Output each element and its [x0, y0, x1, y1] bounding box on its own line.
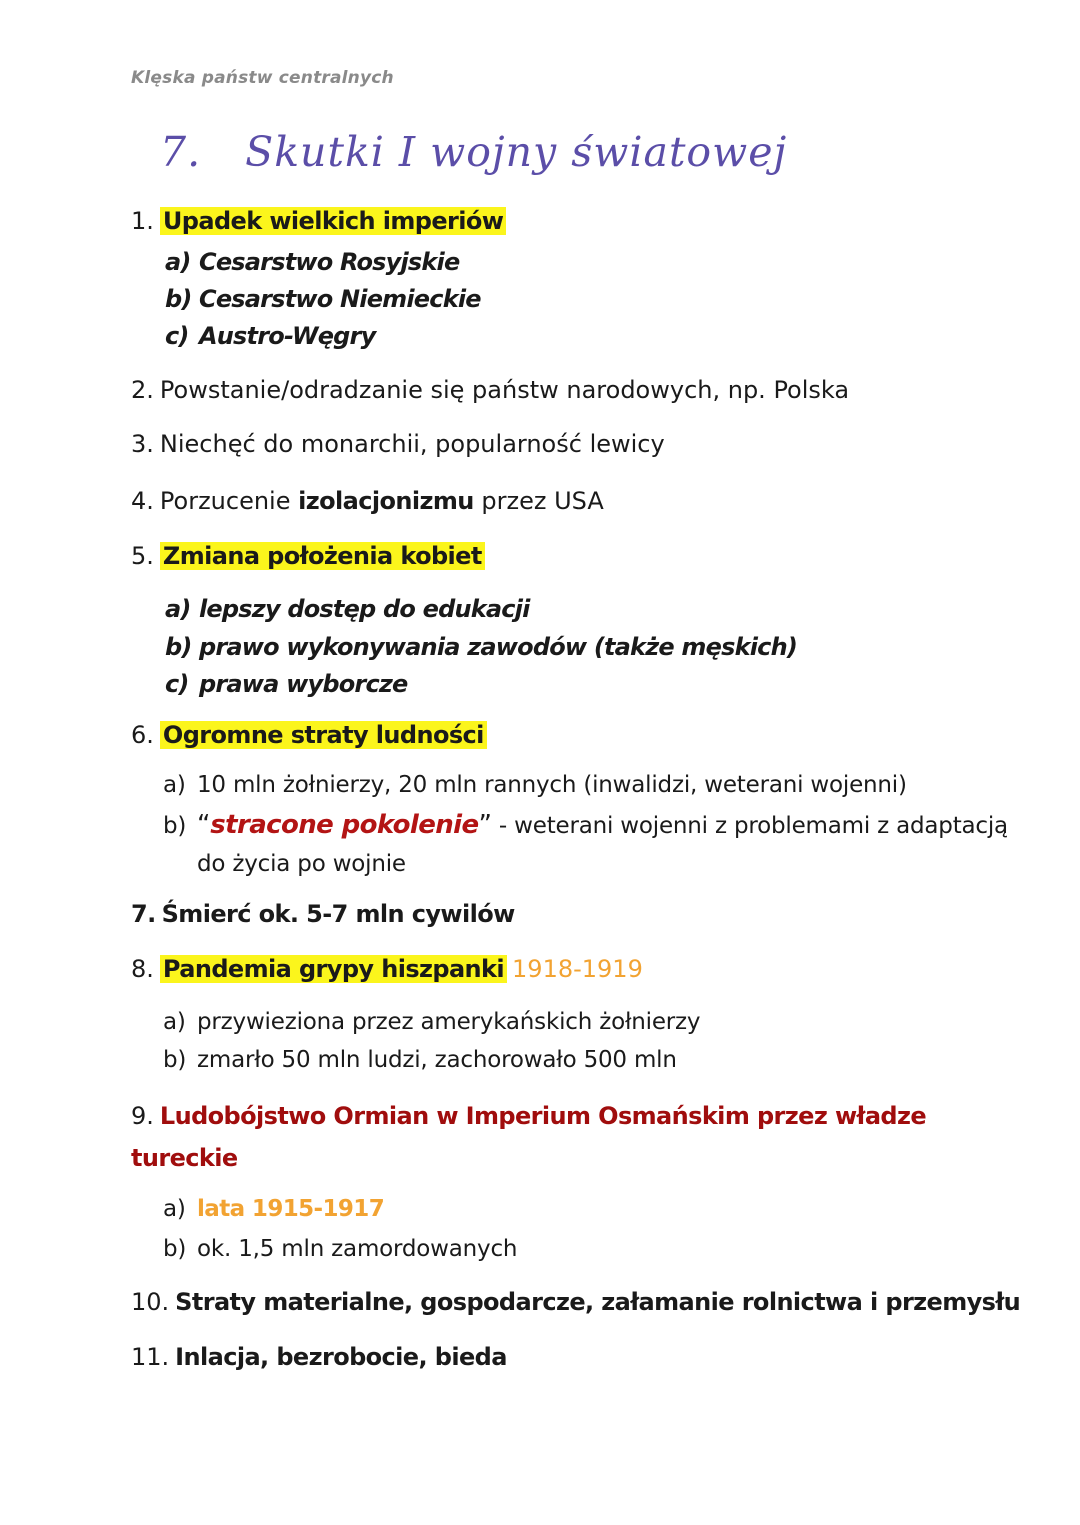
sub-item: c) Austro-Węgry: [165, 322, 376, 350]
page-header: Klęska państw centralnych: [131, 68, 394, 88]
title-text: Skutki I wojny światowej: [245, 128, 788, 176]
sub-item: b) ok. 1,5 mln zamordowanych: [163, 1236, 518, 1262]
list-item-3: 3. Niechęć do monarchii, popularność lewicy: [131, 430, 665, 458]
page-title: [160, 128, 787, 176]
sub-item: a) Cesarstwo Rosyjskie: [165, 248, 460, 276]
sub-item: a) 10 mln żołnierzy, 20 mln rannych (inwalidzi, weterani wojenni): [163, 772, 907, 798]
sub-item: a) lata 1915-1917: [163, 1196, 385, 1222]
item-heading: Upadek wielkich imperiów: [160, 207, 506, 235]
list-item-4: 4. Porzucenie izolacjonizmu przez USA: [131, 487, 604, 515]
sub-item: a) przywieziona przez amerykańskich żołnierzy: [163, 1009, 701, 1035]
sub-item: a) lepszy dostęp do edukacji: [165, 595, 530, 623]
sub-item: b) Cesarstwo Niemieckie: [165, 285, 481, 313]
sub-item-continuation: do życia po wojnie: [197, 851, 406, 877]
sub-item: b) prawo wykonywania zawodów (także męskich): [165, 633, 798, 661]
sub-item: b) zmarło 50 mln ludzi, zachorowało 500 mln: [163, 1047, 677, 1073]
list-item-7: 7. Śmierć ok. 5-7 mln cywilów: [131, 900, 515, 928]
list-item-6: 6. Ogromne straty ludności: [131, 719, 487, 751]
list-item-9: 9. Ludobójstwo Ormian w Imperium Osmańskim przez władze: [131, 1102, 927, 1130]
list-item-9-continuation: tureckie: [131, 1144, 238, 1172]
years-label: 1918-1919: [512, 955, 643, 983]
list-item-8: 8. Pandemia grypy hiszpanki 1918-1919: [131, 955, 643, 983]
list-item-1: [131, 205, 506, 237]
list-item-5: 5. Zmiana położenia kobiet: [131, 540, 485, 572]
sub-item: b) “stracone pokolenie” - weterani wojenni z problemami z adaptacją: [163, 810, 1008, 840]
list-item-10: 10. Straty materialne, gospodarcze, załamanie rolnictwa i przemysłu: [131, 1288, 1021, 1316]
sub-item: c) prawa wyborcze: [165, 670, 408, 698]
title-number: 7.: [160, 128, 202, 176]
item-number: 1.: [131, 207, 154, 235]
list-item-2: 2. Powstanie/odradzanie się państw narodowych, np. Polska: [131, 376, 850, 404]
highlight-term: stracone pokolenie: [210, 810, 479, 840]
list-item-11: 11. Inlacja, bezrobocie, bieda: [131, 1343, 507, 1371]
